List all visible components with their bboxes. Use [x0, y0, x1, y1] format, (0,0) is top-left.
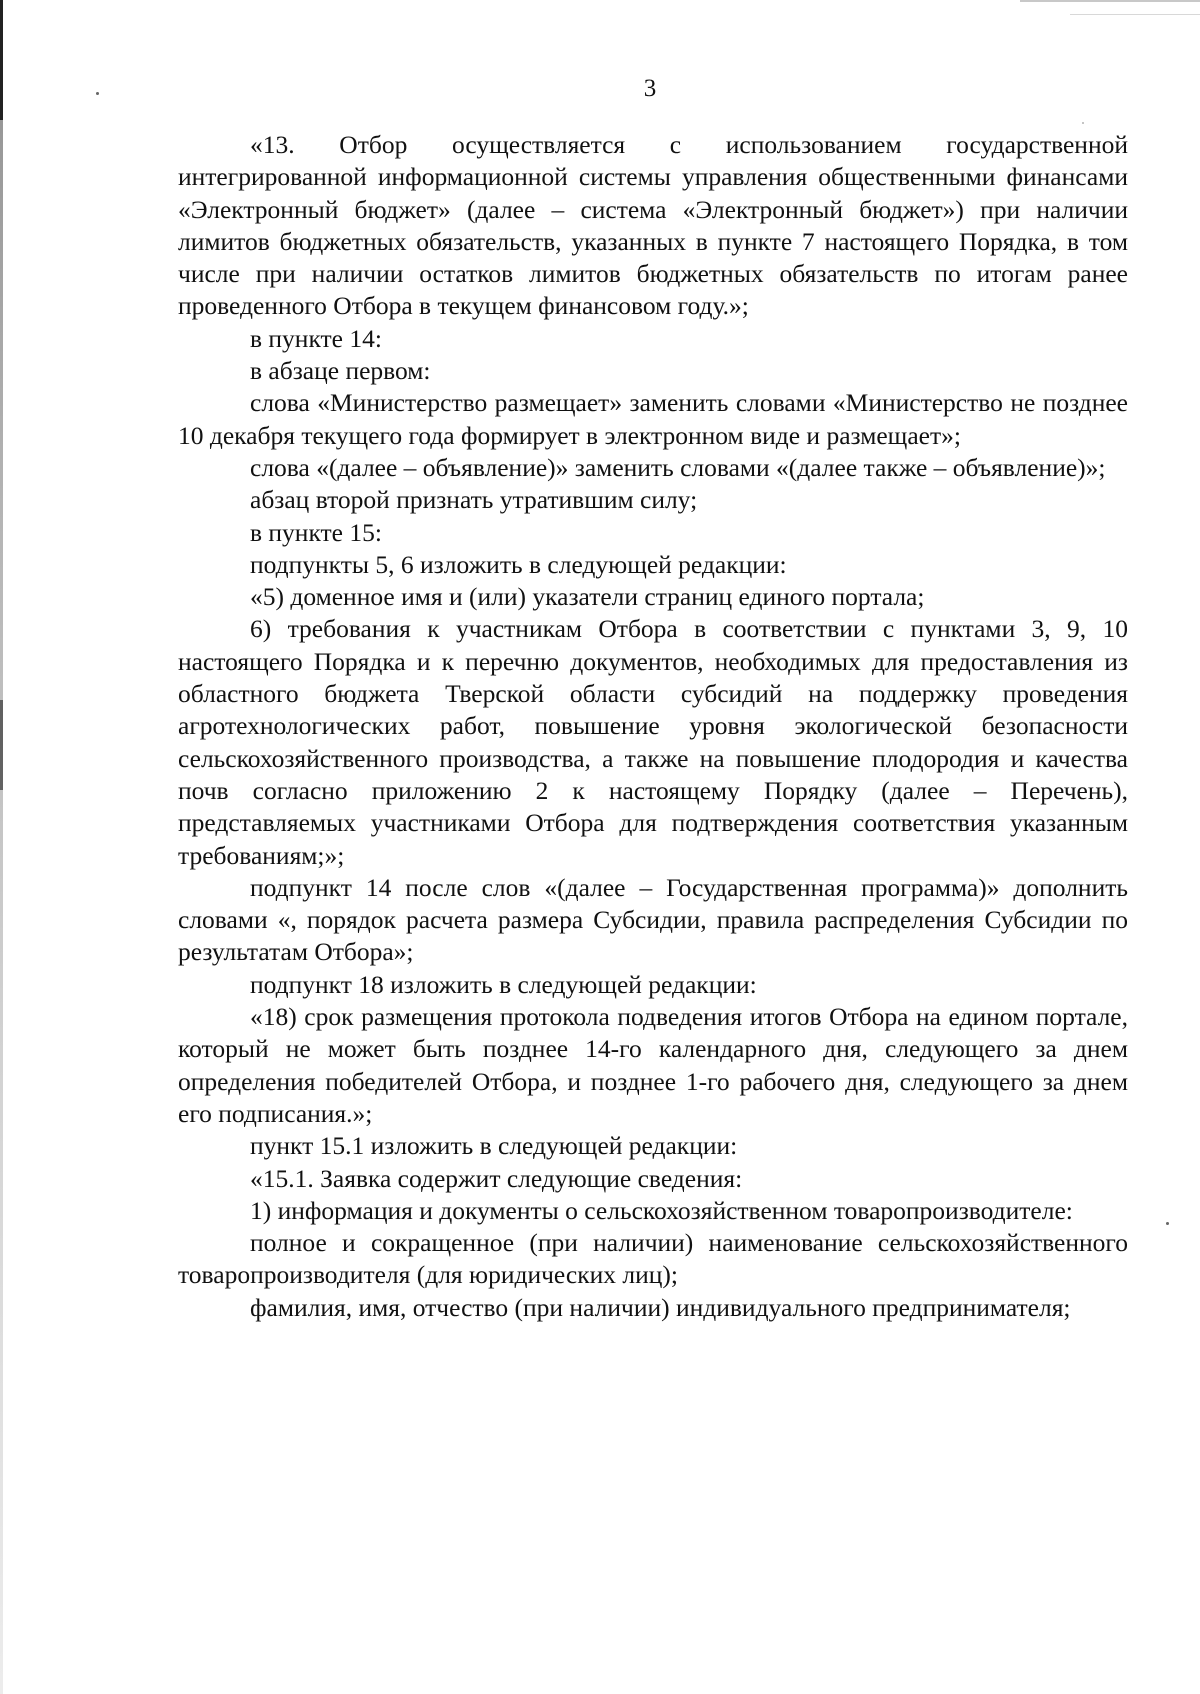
paragraph: подпункт 14 после слов «(далее – Государственная программа)» дополнить словами «, порядок расчета размера Субсидии, правила распределения Субсидии по результатам Отбора»;	[178, 872, 1128, 967]
paragraph: «15.1. Заявка содержит следующие сведения:	[250, 1163, 743, 1193]
paragraph: слова «(далее – объявление)» заменить словами «(далее также – объявление)»;	[250, 452, 1106, 482]
scan-speck	[1166, 1222, 1169, 1225]
paragraph: в пункте 15:	[250, 517, 382, 547]
paragraph: в абзаце первом:	[250, 356, 431, 386]
paragraph: «13. Отбор осуществляется с использованием государственной интегрированной информационной системы управления общественными финансами «Электронный бюджет» (далее – система «Электронный бюджет») при наличии лимитов бюджетных обязательств, указанных в пункте 7 настоящего Порядка, в том числе при наличии остатков лимитов бюджетных обязательств по итогам ранее проведенного Отбора в текущем финансовом году.»;	[178, 130, 1128, 321]
paragraph: слова «Министерство размещает» заменить словами «Министерство не позднее 10 декабря текущего года формирует в электронном виде и размещает»;	[178, 388, 1128, 450]
paragraph: подпункты 5, 6 изложить в следующей редакции:	[250, 549, 787, 579]
scan-speck	[1082, 122, 1084, 124]
paragraph: «5) доменное имя и (или) указатели страниц единого портала;	[250, 582, 925, 612]
scan-edge-line	[1070, 14, 1200, 15]
paragraph: пункт 15.1 изложить в следующей редакции:	[250, 1131, 738, 1161]
paragraph: 6) требования к участникам Отбора в соответствии с пунктами 3, 9, 10 настоящего Порядка и к перечню документов, необходимых для предоставления из областного бюджета Тверской области субсидий на поддержку проведения агротехнологических работ, повышение уровня экологической безопасности сельскохозяйственного производства, а также на повышение плодородия и качества почв согласно приложению 2 к настоящему Порядку (далее – Перечень), представляемых участниками Отбора для подтверждения соответствия указанным требованиям;»;	[178, 614, 1128, 870]
paragraph: фамилия, имя, отчество (при наличии) индивидуального предпринимателя;	[250, 1292, 1071, 1322]
paragraph: абзац второй признать утратившим силу;	[250, 485, 698, 515]
document-body	[178, 129, 1128, 1324]
scan-edge-line	[1020, 0, 1200, 2]
page-number: 3	[643, 75, 657, 102]
paragraph: полное и сокращенное (при наличии) наименование сельскохозяйственного товаропроизводителя (для юридических лиц);	[178, 1228, 1128, 1290]
paragraph: в пункте 14:	[250, 323, 382, 353]
paragraph: «18) срок размещения протокола подведения итогов Отбора на едином портале, который не может быть позднее 14-го календарного дня, следующего за днем определения победителей Отбора, и позднее 1-го рабочего дня, следующего за днем его подписания.»;	[178, 1002, 1128, 1128]
paragraph: 1) информация и документы о сельскохозяйственном товаропроизводителе:	[250, 1195, 1073, 1225]
scan-left-edge	[0, 0, 3, 1694]
paragraph: подпункт 18 изложить в следующей редакции:	[250, 969, 757, 999]
scan-left-edge-mark	[0, 700, 3, 790]
